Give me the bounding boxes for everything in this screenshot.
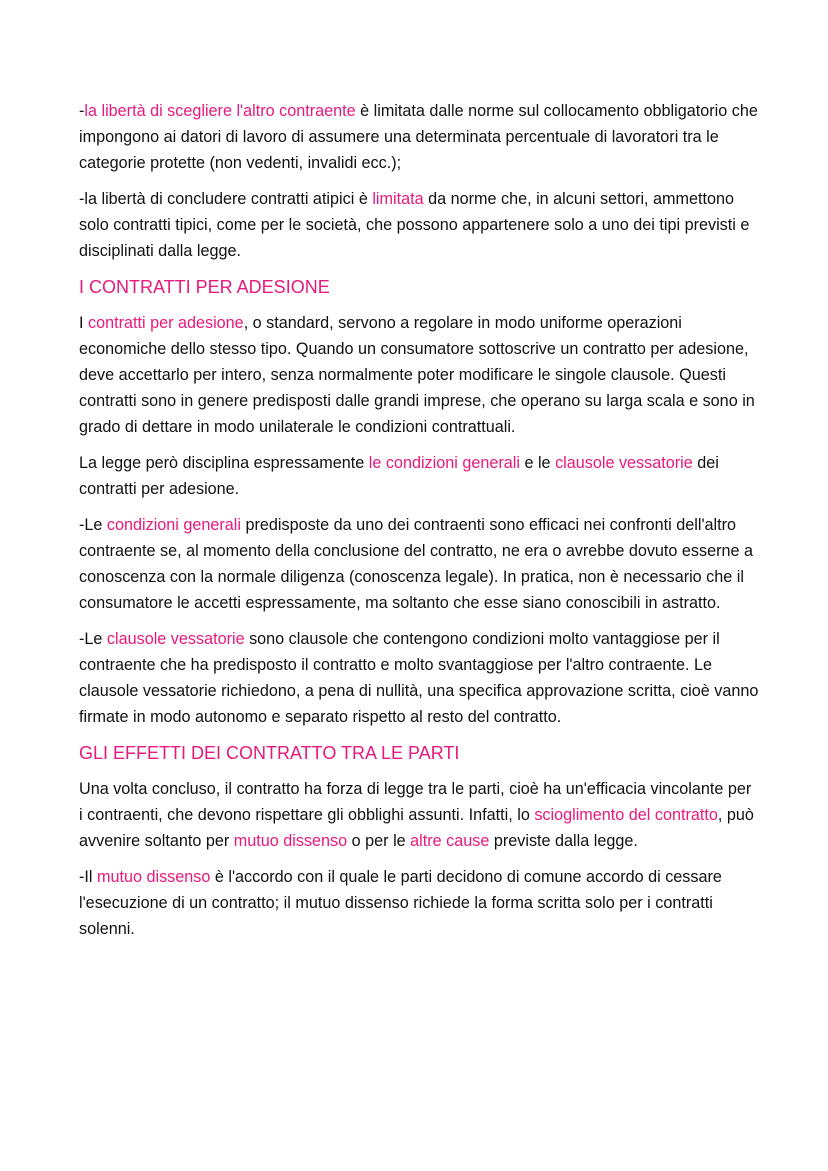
paragraph-contratti-atipici (79, 186, 759, 264)
section-heading-effetti-contratto: GLI EFFETTI DEI CONTRATTO TRA LE PARTI (79, 743, 460, 763)
text: predisposte da uno dei contraenti sono efficaci nei confronti dell'altro contraente se, al momento della conclusione del contratto, ne era o avrebbe dovuto esserne a conoscenza con la normale diligenza (conoscenza legale). In pratica, non è necessario che il consumatore le accetti espressamente, ma soltanto che esse siano conoscibili in astratto. (79, 516, 754, 612)
text: , può avvenire soltanto per (79, 806, 754, 850)
text: e le (519, 454, 556, 472)
section-heading-contratti-adesione: I CONTRATTI PER ADESIONE (79, 277, 330, 297)
highlight-term: clausole vessatorie (106, 630, 245, 648)
highlight-term: contratti per adesione (88, 314, 244, 332)
text: o per le (347, 832, 411, 850)
text: -Le (79, 516, 107, 534)
paragraph-contratti-adesione (79, 310, 759, 440)
highlight-term: mutuo dissenso (233, 832, 348, 850)
paragraph-forza-di-legge (79, 776, 759, 854)
highlight-term: clausole vessatorie (555, 454, 693, 472)
text: La legge però disciplina espressamente (79, 454, 369, 472)
highlight-term: condizioni generali (106, 516, 241, 534)
text: - (79, 102, 85, 120)
text: I (79, 314, 88, 332)
paragraph-scelta-contraente (79, 98, 759, 176)
text: Una volta concluso, il contratto ha forza di legge tra le parti, cioè ha un'efficacia vincolante per i contraenti, che devono rispettare gli obblighi assunti. Infatti, lo (79, 780, 752, 824)
text: è limitata dalle norme sul collocamento obbligatorio che impongono ai datori di lavoro di assumere una determinata percentuale di lavoratori tra le categorie protette (non vedenti, invalidi ecc.); (79, 102, 758, 172)
paragraph-clausole-vessatorie (79, 626, 759, 730)
highlight-term: scioglimento del contratto (534, 806, 718, 824)
highlight-term: mutuo dissenso (96, 868, 211, 886)
text: -Il (79, 868, 97, 886)
text: , o standard, servono a regolare in modo uniforme operazioni economiche dello stesso tipo. Quando un consumatore sottoscrive un contratto per adesione, deve accettarlo per intero, senza normalmente poter modificare le singole clausole. Questi contratti sono in genere predisposti dalle grandi imprese, che operano su larga scala e sono in grado di dettare in modo unilaterale le condizioni contrattuali. (79, 314, 755, 436)
text: dei contratti per adesione. (79, 454, 719, 498)
text: da norme che, in alcuni settori, ammettono solo contratti tipici, come per le società, che possono appartenere solo a uno dei tipi previsti e disciplinati dalla legge. (79, 190, 750, 260)
document-page (79, 98, 759, 952)
text: previste dalla legge. (489, 832, 638, 850)
paragraph-condizioni-generali (79, 512, 759, 616)
text: -la libertà di concludere contratti atipici è (79, 190, 373, 208)
paragraph-disciplina-legge (79, 450, 759, 502)
highlight-term: limitata (372, 190, 424, 208)
text: -Le (79, 630, 107, 648)
text: è l'accordo con il quale le parti decidono di comune accordo di cessare l'esecuzione di un contratto; il mutuo dissenso richiede la forma scritta solo per i contratti solenni. (79, 868, 722, 938)
highlight-term: altre cause (410, 832, 490, 850)
paragraph-mutuo-dissenso (79, 864, 759, 942)
highlight-term: le condizioni generali (368, 454, 520, 472)
text: sono clausole che contengono condizioni molto vantaggiose per il contraente che ha predisposto il contratto e molto svantaggiose per l'altro contraente. Le clausole vessatorie richiedono, a pena di nullità, una specifica approvazione scritta, cioè vanno firmate in modo autonomo e separato rispetto al resto del contratto. (79, 630, 759, 726)
highlight-term: la libertà di scegliere l'altro contraente (84, 102, 356, 120)
